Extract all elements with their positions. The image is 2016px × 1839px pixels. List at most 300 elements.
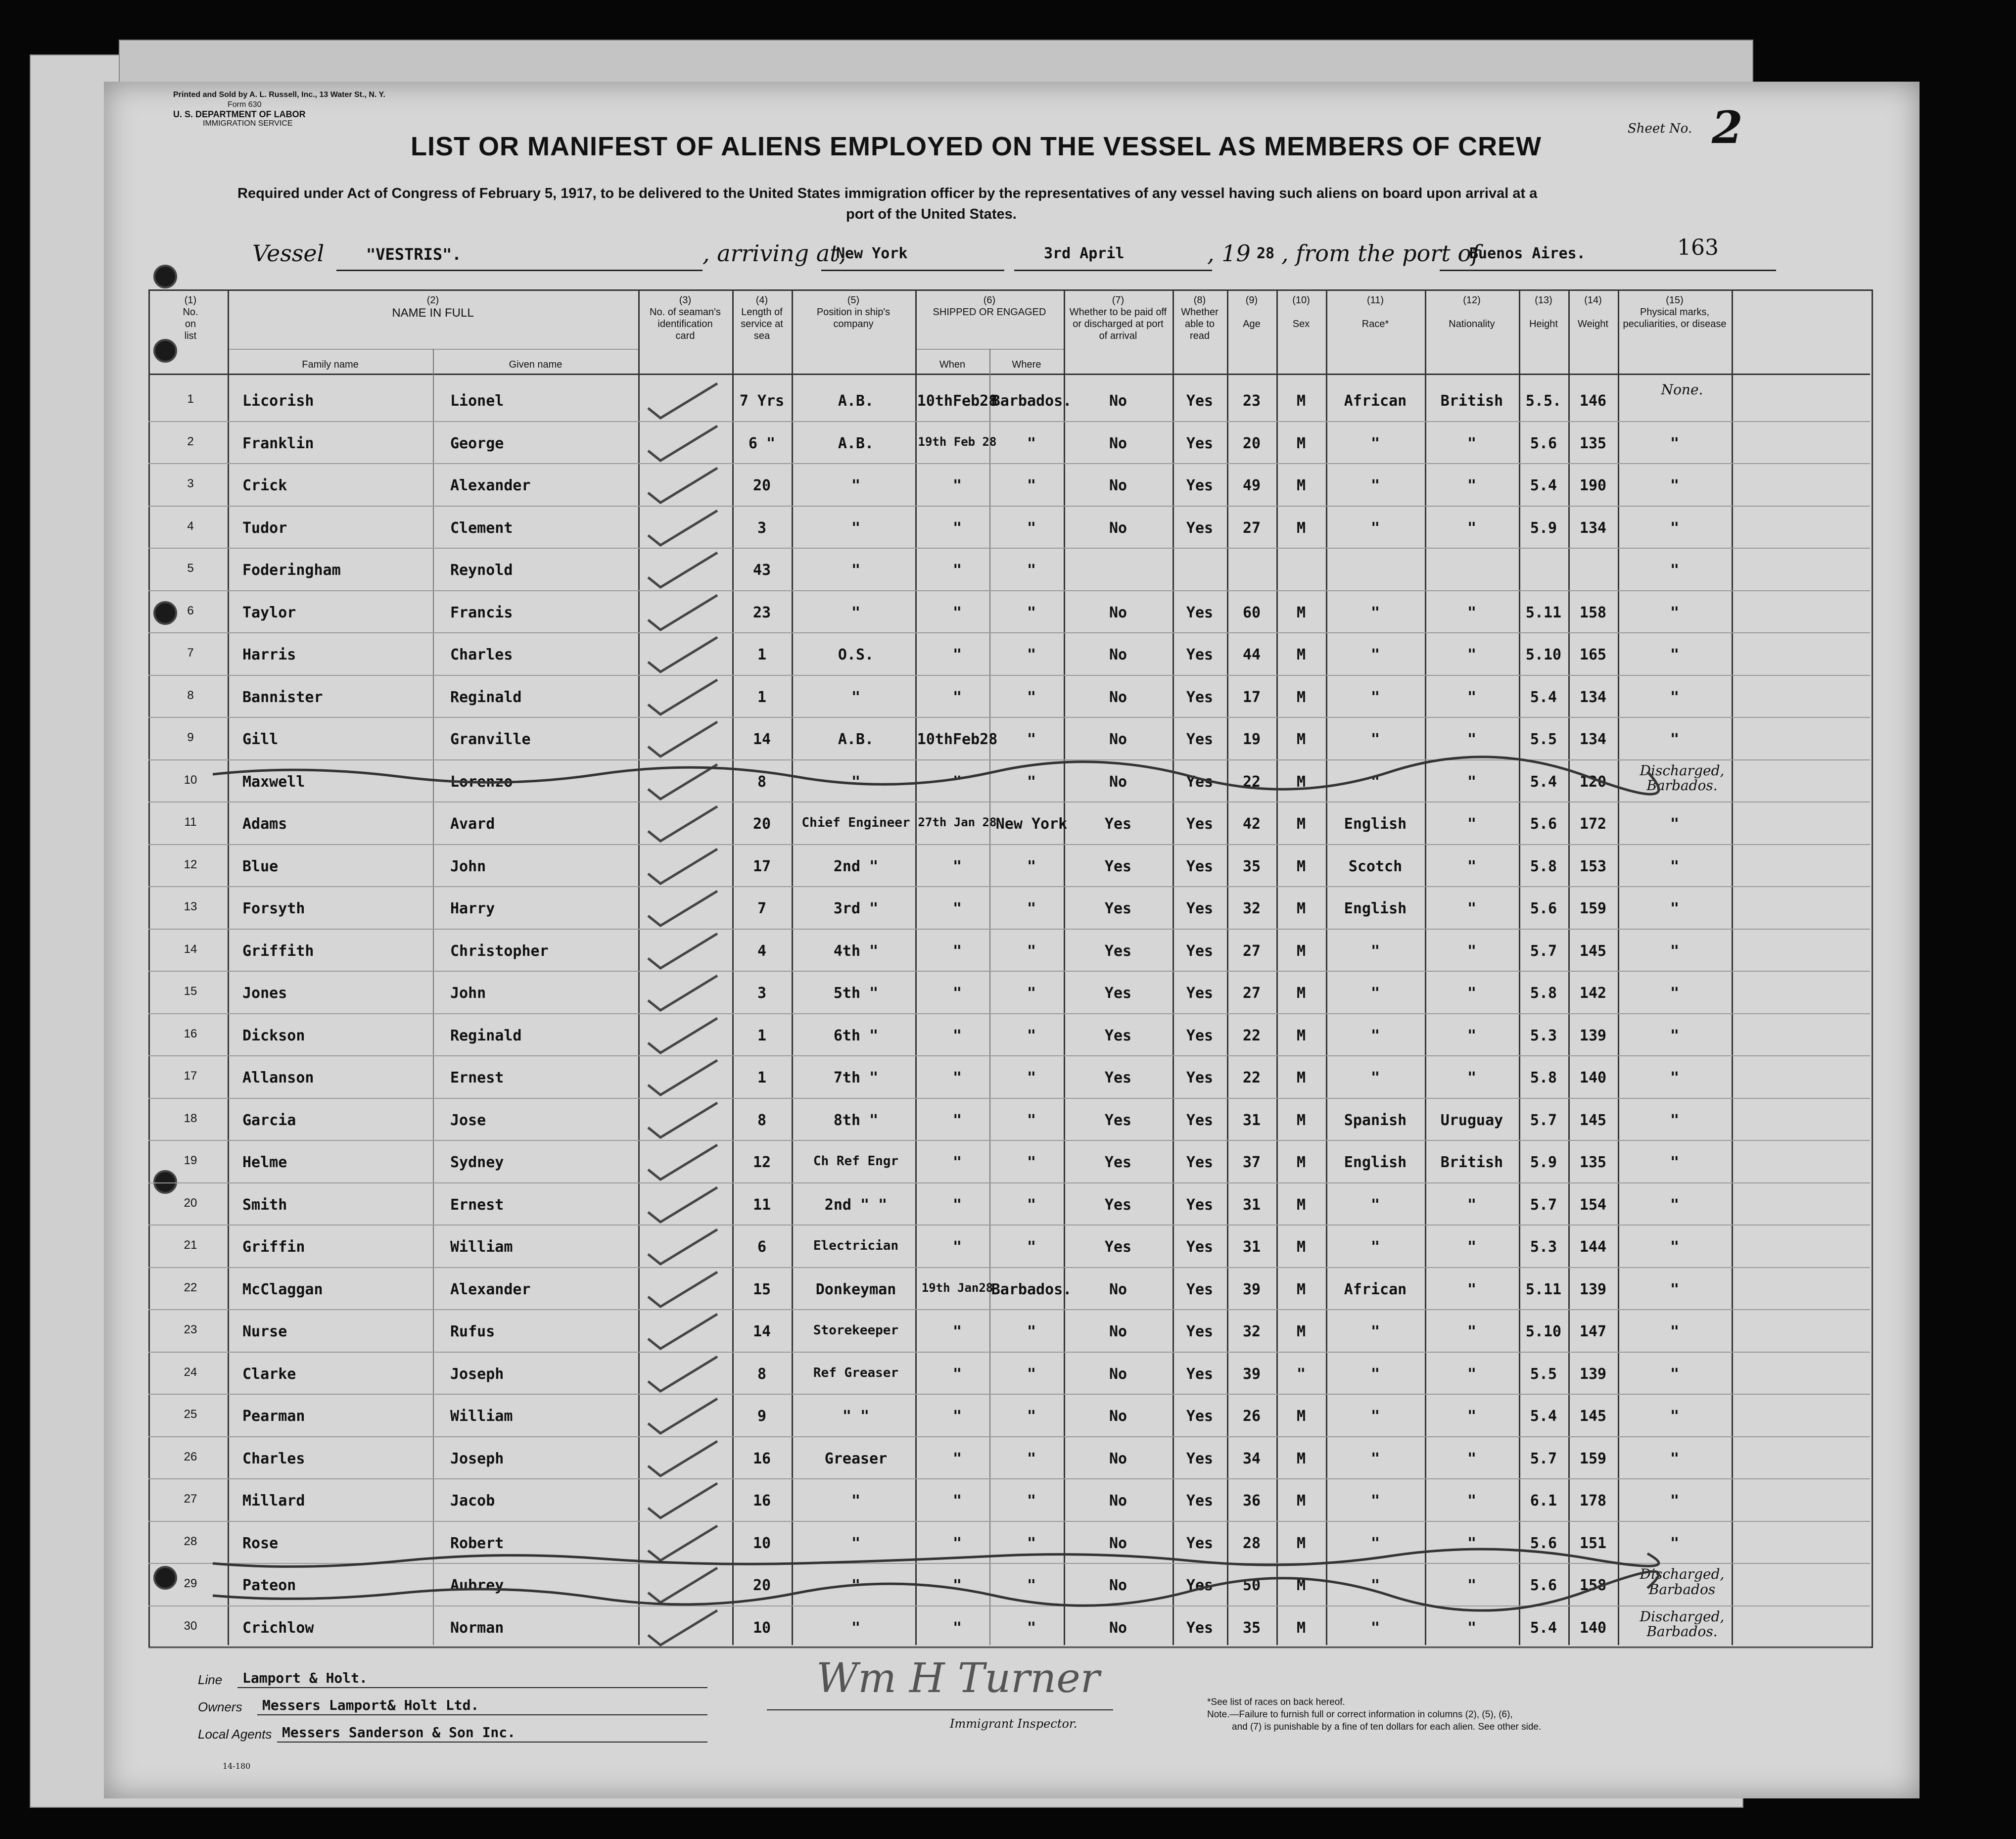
cell-marks: " — [1670, 731, 1680, 748]
cell-nat: British — [1440, 392, 1503, 410]
cell-when: " — [952, 1365, 962, 1383]
cell-read: Yes — [1186, 1577, 1214, 1594]
cell-age: 49 — [1242, 477, 1261, 494]
cell-age: 27 — [1242, 519, 1261, 537]
cell-no: 11 — [184, 815, 197, 829]
cell-paid: Yes — [1104, 1196, 1132, 1214]
cell-service: 3 — [757, 985, 767, 1002]
arrival-date: 3rd April — [1044, 245, 1125, 262]
cell-position: 8th " — [833, 1111, 879, 1129]
cell-sex: M — [1296, 857, 1306, 875]
col-9-number: (9) — [1245, 295, 1258, 306]
cell-service: 14 — [752, 731, 771, 748]
cell-sex: M — [1296, 1154, 1306, 1171]
cell-family: Blue — [242, 857, 279, 875]
cell-when: " — [952, 1238, 962, 1256]
cell-paid: No — [1109, 1323, 1127, 1340]
cell-marks: " — [1670, 519, 1680, 537]
cell-position: " " — [842, 1408, 870, 1425]
cell-marks: " — [1670, 562, 1680, 579]
cell-age: 20 — [1242, 434, 1261, 452]
cell-read: Yes — [1186, 1280, 1214, 1298]
cell-when: 10thFeb28 — [917, 731, 998, 748]
cell-sex: M — [1296, 1408, 1306, 1425]
cell-sex: M — [1296, 900, 1306, 917]
cell-read: Yes — [1186, 604, 1214, 621]
cell-when: " — [952, 857, 962, 875]
cell-paid: No — [1109, 688, 1127, 706]
cell-nat: " — [1467, 519, 1477, 537]
cell-read: Yes — [1186, 1069, 1214, 1086]
cell-service: 8 — [757, 1365, 767, 1383]
cell-given: Charles — [450, 646, 513, 663]
cell-family: Bannister — [242, 688, 323, 706]
cell-paid: Yes — [1104, 900, 1132, 917]
cell-height: 5.7 — [1530, 942, 1557, 960]
cell-marks: " — [1670, 1196, 1680, 1214]
cell-given: William — [450, 1408, 513, 1425]
col-13-label: Height — [1529, 319, 1558, 330]
cell-family: Forsyth — [242, 900, 305, 917]
cell-sex: M — [1296, 1069, 1306, 1086]
owners-value: Messers Lamport& Holt Ltd. — [262, 1697, 479, 1713]
cell-marks: " — [1670, 1408, 1680, 1425]
cell-weight: 147 — [1579, 1323, 1607, 1340]
cell-nat: " — [1467, 604, 1477, 621]
cell-where: Barbados. — [991, 1280, 1072, 1298]
cell-where: " — [1027, 857, 1036, 875]
cell-nat: British — [1440, 1154, 1503, 1171]
cell-paid: No — [1109, 1408, 1127, 1425]
cell-race: " — [1370, 731, 1380, 748]
cell-family: Dickson — [242, 1027, 305, 1044]
cell-marks: " — [1670, 1534, 1680, 1552]
cell-position: Ch Ref Engr — [813, 1154, 899, 1169]
cell-position: A.B. — [838, 392, 874, 410]
cell-position: Storekeeper — [813, 1323, 899, 1338]
cell-age: 22 — [1242, 1027, 1261, 1044]
cell-service: 17 — [752, 857, 771, 875]
cell-height: 5.5 — [1530, 731, 1557, 748]
cell-sex: M — [1296, 1280, 1306, 1298]
sheet-label: Sheet No. — [1628, 121, 1692, 136]
cell-weight: 139 — [1579, 1280, 1607, 1298]
cell-position: " — [851, 1619, 861, 1637]
cell-family: Maxwell — [242, 773, 305, 791]
cell-given: Joseph — [450, 1450, 504, 1467]
cell-nat: " — [1467, 434, 1477, 452]
cell-read: Yes — [1186, 1534, 1214, 1552]
cell-paid: No — [1109, 434, 1127, 452]
cell-height: 5.7 — [1530, 1196, 1557, 1214]
form-code: 14-180 — [223, 1761, 251, 1771]
cell-read: Yes — [1186, 519, 1214, 537]
cell-marks: " — [1670, 1238, 1680, 1256]
cell-service: 8 — [757, 1111, 767, 1129]
cell-where: " — [1027, 985, 1036, 1002]
cell-height: 5.9 — [1530, 1154, 1557, 1171]
col-2-number: (2) — [426, 295, 439, 306]
cell-no: 30 — [184, 1619, 197, 1633]
cell-where: " — [1027, 604, 1036, 621]
col-6-label: SHIPPED OR ENGAGED — [933, 307, 1046, 318]
cell-sex: M — [1296, 1577, 1306, 1594]
cell-paid: No — [1109, 604, 1127, 621]
form-number: Form 630 — [228, 100, 262, 109]
cell-family: Pearman — [242, 1408, 305, 1425]
cell-when: " — [952, 1450, 962, 1467]
cell-nat: " — [1467, 1280, 1477, 1298]
cell-no: 7 — [187, 646, 194, 660]
cell-age: 36 — [1242, 1492, 1261, 1509]
cell-nat: " — [1467, 1450, 1477, 1467]
cell-position: " — [851, 773, 861, 791]
cell-race: " — [1370, 646, 1380, 663]
vessel-name: "VESTRIS". — [366, 245, 462, 264]
cell-when: " — [952, 1154, 962, 1171]
owners-label: Owners — [198, 1699, 242, 1714]
cell-height: 5.6 — [1530, 1577, 1557, 1594]
cell-where: " — [1027, 1577, 1036, 1594]
cell-no: 3 — [187, 477, 194, 490]
cell-race: English — [1344, 815, 1407, 833]
cell-where: " — [1027, 646, 1036, 663]
cell-paid: Yes — [1104, 1111, 1132, 1129]
cell-no: 2 — [187, 434, 194, 448]
cell-age: 34 — [1242, 1450, 1261, 1467]
col-6-number: (6) — [983, 295, 996, 306]
cell-paid: Yes — [1104, 1238, 1132, 1256]
cell-no: 22 — [184, 1280, 197, 1294]
cell-no: 10 — [184, 773, 197, 787]
cell-where: " — [1027, 1492, 1036, 1509]
col-15-label: Physical marks, peculiarities, or disease — [1623, 307, 1727, 330]
cell-when: " — [952, 942, 962, 960]
cell-nat: " — [1467, 1238, 1477, 1256]
cell-nat: " — [1467, 1069, 1477, 1086]
cell-sex: M — [1296, 815, 1306, 833]
cell-paid: No — [1109, 773, 1127, 791]
cell-no: 16 — [184, 1027, 197, 1040]
col-1-number: (1) — [184, 295, 197, 306]
cell-height: 5.4 — [1530, 1619, 1557, 1637]
cell-family: Griffin — [242, 1238, 305, 1256]
cell-read: Yes — [1186, 1154, 1214, 1171]
cell-weight: 140 — [1579, 1619, 1607, 1637]
cell-service: 20 — [752, 1577, 771, 1594]
cell-given: Christopher — [450, 942, 549, 960]
cell-family: Jones — [242, 985, 287, 1002]
printer-credit: Printed and Sold by A. L. Russell, Inc., 13 Water St., N. Y. — [173, 91, 385, 99]
cell-service: 6 " — [748, 434, 776, 452]
cell-given: William — [450, 1238, 513, 1256]
cell-service: 23 — [752, 604, 771, 621]
cell-paid: No — [1109, 1280, 1127, 1298]
cell-marks: " — [1670, 942, 1680, 960]
cell-where: " — [1027, 731, 1036, 748]
cell-position: 2nd " — [833, 857, 879, 875]
cell-height: 5.11 — [1525, 1280, 1562, 1298]
cell-race: " — [1370, 1365, 1380, 1383]
cell-position: " — [851, 519, 861, 537]
cell-paid: No — [1109, 1534, 1127, 1552]
cell-given: Francis — [450, 604, 513, 621]
agents-label: Local Agents — [198, 1727, 272, 1742]
cell-sex: M — [1296, 1492, 1306, 1509]
inspector-label: Immigrant Inspector. — [950, 1717, 1078, 1731]
cell-marks: " — [1670, 646, 1680, 663]
cell-given: Norman — [450, 1619, 504, 1637]
cell-given: Lionel — [450, 392, 504, 410]
cell-weight: 158 — [1579, 604, 1607, 621]
cell-age: 26 — [1242, 1408, 1261, 1425]
cell-position: 3rd " — [833, 900, 879, 917]
cell-nat: " — [1467, 1323, 1477, 1340]
cell-age: 19 — [1242, 731, 1261, 748]
cell-when: " — [952, 1492, 962, 1509]
cell-race: English — [1344, 900, 1407, 917]
cell-when: " — [952, 1577, 962, 1594]
col-2a-label: Family name — [302, 359, 359, 370]
cell-weight: 159 — [1579, 1450, 1607, 1467]
cell-family: Clarke — [242, 1365, 296, 1383]
cell-position: A.B. — [838, 434, 874, 452]
cell-weight: 172 — [1579, 815, 1607, 833]
cell-given: Ernest — [450, 1196, 504, 1214]
cell-race: " — [1370, 434, 1380, 452]
cell-sex: M — [1296, 392, 1306, 410]
cell-family: Allanson — [242, 1069, 314, 1086]
cell-weight: 134 — [1579, 688, 1607, 706]
cell-when: " — [952, 1111, 962, 1129]
cell-given: Alexander — [450, 1280, 531, 1298]
cell-service: 4 — [757, 942, 767, 960]
cell-family: Crichlow — [242, 1619, 314, 1637]
cell-no: 23 — [184, 1323, 197, 1336]
arrival-port: New York — [836, 245, 908, 262]
cell-marks: " — [1670, 900, 1680, 917]
cell-where: " — [1027, 1196, 1036, 1214]
cell-weight: 158 — [1579, 1577, 1607, 1594]
cell-weight: 151 — [1579, 1534, 1607, 1552]
col-7-number: (7) — [1112, 295, 1125, 306]
cell-service: 16 — [752, 1450, 771, 1467]
cell-sex: M — [1296, 434, 1306, 452]
col-11-number: (11) — [1366, 295, 1384, 306]
cell-sex: M — [1296, 985, 1306, 1002]
cell-when: " — [952, 1027, 962, 1044]
penalty-note-continued: and (7) is punishable by a fine of ten dollars for each alien. See other side. — [1232, 1722, 1542, 1732]
cell-service: 15 — [752, 1280, 771, 1298]
cell-height: 6.1 — [1530, 1492, 1557, 1509]
cell-marks: " — [1670, 434, 1680, 452]
cell-read: Yes — [1186, 942, 1214, 960]
cell-given: Sydney — [450, 1154, 504, 1171]
cell-when: 19th Jan28 — [921, 1280, 993, 1295]
col-6a-label: When — [939, 359, 966, 370]
cell-service: 1 — [757, 688, 767, 706]
cell-position: Donkeyman — [815, 1280, 896, 1298]
cell-family: Crick — [242, 477, 287, 494]
cell-when: " — [952, 773, 962, 791]
cell-given: John — [450, 857, 486, 875]
cell-no: 21 — [184, 1238, 197, 1252]
cell-where: " — [1027, 688, 1036, 706]
cell-when: " — [952, 1323, 962, 1340]
cell-nat: " — [1467, 1492, 1477, 1509]
cell-marks: " — [1670, 604, 1680, 621]
cell-age: 27 — [1242, 942, 1261, 960]
cell-nat: " — [1467, 1027, 1477, 1044]
cell-given: Joseph — [450, 1365, 504, 1383]
cell-height: 5.7 — [1530, 1450, 1557, 1467]
cell-height: 5.6 — [1530, 815, 1557, 833]
cell-given: Rufus — [450, 1323, 495, 1340]
cell-nat: " — [1467, 1619, 1477, 1637]
cell-race: " — [1370, 1323, 1380, 1340]
cell-where: " — [1027, 1069, 1036, 1086]
cell-race: Spanish — [1344, 1111, 1407, 1129]
cell-weight: 144 — [1579, 1238, 1607, 1256]
cell-age: 39 — [1242, 1280, 1261, 1298]
cell-nat: " — [1467, 1365, 1477, 1383]
cell-race: " — [1370, 1577, 1380, 1594]
from-label: , from the port of — [1281, 240, 1480, 267]
cell-sex: M — [1296, 1323, 1306, 1340]
cell-height: 5.4 — [1530, 773, 1557, 791]
cell-family: Taylor — [242, 604, 296, 621]
cell-service: 12 — [752, 1154, 771, 1171]
cell-no: 1 — [187, 392, 194, 406]
cell-age: 31 — [1242, 1111, 1261, 1129]
cell-position: " — [851, 1577, 861, 1594]
cell-paid: No — [1109, 1619, 1127, 1637]
cell-nat: " — [1467, 857, 1477, 875]
cell-where: " — [1027, 562, 1036, 579]
cell-weight: 154 — [1579, 1196, 1607, 1214]
cell-weight: 145 — [1579, 1111, 1607, 1129]
cell-read: Yes — [1186, 434, 1214, 452]
cell-service: 10 — [752, 1619, 771, 1637]
cell-paid: Yes — [1104, 985, 1132, 1002]
cell-marks: " — [1670, 1154, 1680, 1171]
cell-read: Yes — [1186, 1365, 1214, 1383]
cell-no: 17 — [184, 1069, 197, 1083]
cell-service: 11 — [752, 1196, 771, 1214]
cell-age: 35 — [1242, 1619, 1261, 1637]
sheet-number: 2 — [1712, 101, 1743, 154]
cell-no: 19 — [184, 1154, 197, 1167]
cell-age: 23 — [1242, 392, 1261, 410]
cell-family: Charles — [242, 1450, 305, 1467]
cell-age: 42 — [1242, 815, 1261, 833]
cell-marks: " — [1670, 1450, 1680, 1467]
cell-paid: No — [1109, 1577, 1127, 1594]
cell-family: Nurse — [242, 1323, 287, 1340]
cell-service: 20 — [752, 815, 771, 833]
cell-age: 60 — [1242, 604, 1261, 621]
cell-paid: No — [1109, 1492, 1127, 1509]
col-4-label: Length of service at sea — [741, 307, 783, 341]
cell-paid: No — [1109, 519, 1127, 537]
col-3-label: No. of seaman's identification card — [650, 307, 721, 341]
cell-weight: 134 — [1579, 731, 1607, 748]
cell-height: 5.6 — [1530, 1534, 1557, 1552]
cell-age: 44 — [1242, 646, 1261, 663]
cell-position: " — [851, 688, 861, 706]
cell-weight: 139 — [1579, 1027, 1607, 1044]
cell-where: " — [1027, 434, 1036, 452]
signature-underline — [767, 1709, 1113, 1710]
cell-service: 1 — [757, 1027, 767, 1044]
inspector-signature: Wm H Turner — [816, 1655, 1100, 1702]
cell-height: 5.10 — [1525, 646, 1562, 663]
cell-weight: 139 — [1579, 1365, 1607, 1383]
cell-when: 27th Jan 28 — [918, 815, 997, 829]
cell-when: " — [952, 477, 962, 494]
cell-sex: M — [1296, 477, 1306, 494]
cell-where: " — [1027, 477, 1036, 494]
cell-race: " — [1370, 1069, 1380, 1086]
cell-where: " — [1027, 1238, 1036, 1256]
cell-no: 27 — [184, 1492, 197, 1506]
cell-marks: " — [1670, 1280, 1680, 1298]
cell-race: " — [1370, 773, 1380, 791]
cell-sex: M — [1296, 646, 1306, 663]
cell-position: 5th " — [833, 985, 879, 1002]
line-value: Lamport & Holt. — [242, 1670, 368, 1686]
cell-marks: Discharged, Barbados — [1640, 1567, 1725, 1598]
cell-nat: " — [1467, 731, 1477, 748]
cell-given: Robert — [450, 1534, 504, 1552]
cell-sex: M — [1296, 519, 1306, 537]
cell-race: English — [1344, 1154, 1407, 1171]
cell-weight: 153 — [1579, 857, 1607, 875]
cell-marks: Discharged, Barbados. — [1640, 1609, 1725, 1640]
cell-weight: 146 — [1579, 392, 1607, 410]
col-14-label: Weight — [1578, 319, 1608, 330]
cell-paid: Yes — [1104, 815, 1132, 833]
cell-height: 5.6 — [1530, 900, 1557, 917]
cell-marks: " — [1670, 477, 1680, 494]
cell-where: " — [1027, 773, 1036, 791]
cell-paid: No — [1109, 477, 1127, 494]
cell-race: " — [1370, 1238, 1380, 1256]
cell-when: " — [952, 1619, 962, 1637]
cell-given: Reynold — [450, 562, 513, 579]
cell-service: 8 — [757, 773, 767, 791]
cell-given: Harry — [450, 900, 495, 917]
cell-race: " — [1370, 942, 1380, 960]
cell-nat: Uruguay — [1440, 1111, 1503, 1129]
cell-where: " — [1027, 519, 1036, 537]
cell-nat: " — [1467, 942, 1477, 960]
cell-height: 5.3 — [1530, 1238, 1557, 1256]
cell-height: 5.4 — [1530, 1408, 1557, 1425]
cell-where: " — [1027, 942, 1036, 960]
year-label: , 19 — [1207, 240, 1251, 267]
cell-read: Yes — [1186, 857, 1214, 875]
cell-position: 4th " — [833, 942, 879, 960]
cell-when: " — [952, 519, 962, 537]
cell-given: Jacob — [450, 1492, 495, 1509]
col-10-number: (10) — [1292, 295, 1310, 306]
cell-where: " — [1027, 1154, 1036, 1171]
vessel-label: Vessel — [252, 240, 325, 267]
cell-given: Jose — [450, 1111, 486, 1129]
cell-sex: M — [1296, 1619, 1306, 1637]
cell-sex: M — [1296, 1196, 1306, 1214]
